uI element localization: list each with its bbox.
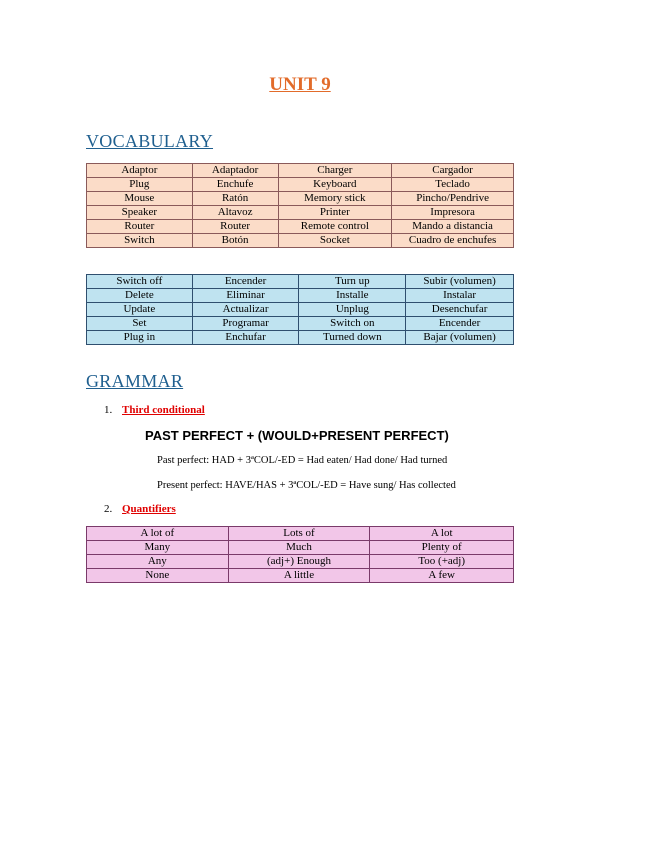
item-number: 2. xyxy=(104,503,113,515)
quantifiers-item xyxy=(104,503,176,515)
quantifiers-table xyxy=(86,526,514,583)
past-perfect-line: Past perfect: HAD + 3ªCOL/-ED = Had eaten/ Had done/ Had turned xyxy=(157,455,448,466)
table-row xyxy=(87,303,514,317)
table-cell: Cuadro de enchufes xyxy=(392,234,514,248)
table-cell: Mouse xyxy=(87,192,193,206)
quantifiers-label: Quantifiers xyxy=(122,503,176,515)
table-cell: Actualizar xyxy=(192,303,299,317)
table-cell: Switch on xyxy=(299,317,406,331)
table-cell: Encender xyxy=(406,317,514,331)
table-cell: Cargador xyxy=(392,164,514,178)
table-cell: Too (+adj) xyxy=(370,555,514,569)
table-cell: Installe xyxy=(299,289,406,303)
table-cell: Router xyxy=(192,220,278,234)
table-cell: Enchufe xyxy=(192,178,278,192)
table-cell: Speaker xyxy=(87,206,193,220)
table-cell: A little xyxy=(228,569,370,583)
table-row xyxy=(87,220,514,234)
table-row xyxy=(87,569,514,583)
table-cell: Plug xyxy=(87,178,193,192)
vocabulary-table-1 xyxy=(86,163,514,248)
item-number: 1. xyxy=(104,404,113,416)
table-cell: Plenty of xyxy=(370,541,514,555)
third-conditional-label: Third conditional xyxy=(122,404,205,416)
table-cell: Subir (volumen) xyxy=(406,275,514,289)
table-row xyxy=(87,527,514,541)
table-cell: Much xyxy=(228,541,370,555)
table-row xyxy=(87,289,514,303)
table-cell: Remote control xyxy=(278,220,392,234)
table-cell: Programar xyxy=(192,317,299,331)
table-cell: Lots of xyxy=(228,527,370,541)
table-cell: Desenchufar xyxy=(406,303,514,317)
table-cell: Pincho/Pendrive xyxy=(392,192,514,206)
table-cell: Turned down xyxy=(299,331,406,345)
table-cell: (adj+) Enough xyxy=(228,555,370,569)
table-cell: Mando a distancia xyxy=(392,220,514,234)
table-row xyxy=(87,331,514,345)
third-conditional-item xyxy=(104,404,205,416)
table-row xyxy=(87,234,514,248)
table-row xyxy=(87,164,514,178)
table-cell: Many xyxy=(87,541,229,555)
table-cell: Switch xyxy=(87,234,193,248)
table-cell: Delete xyxy=(87,289,193,303)
conditional-formula: PAST PERFECT + (WOULD+PRESENT PERFECT) xyxy=(145,428,449,443)
table-cell: Adaptor xyxy=(87,164,193,178)
table-cell: Botón xyxy=(192,234,278,248)
table-cell: Socket xyxy=(278,234,392,248)
table-cell: Unplug xyxy=(299,303,406,317)
table-cell: Set xyxy=(87,317,193,331)
table-cell: Adaptador xyxy=(192,164,278,178)
table-cell: Keyboard xyxy=(278,178,392,192)
table-row xyxy=(87,317,514,331)
table-cell: Router xyxy=(87,220,193,234)
table-cell: Charger xyxy=(278,164,392,178)
table-cell: Update xyxy=(87,303,193,317)
table-row xyxy=(87,192,514,206)
table-cell: None xyxy=(87,569,229,583)
table-cell: Printer xyxy=(278,206,392,220)
table-cell: Switch off xyxy=(87,275,193,289)
table-cell: Altavoz xyxy=(192,206,278,220)
table-cell: Eliminar xyxy=(192,289,299,303)
vocabulary-heading: VOCABULARY xyxy=(86,131,214,151)
table-cell: Bajar (volumen) xyxy=(406,331,514,345)
table-row xyxy=(87,178,514,192)
present-perfect-line: Present perfect: HAVE/HAS + 3ªCOL/-ED = Have sung/ Has collected xyxy=(157,480,456,491)
page-title: UNIT 9 xyxy=(269,74,331,95)
table-cell: Instalar xyxy=(406,289,514,303)
table-cell: Ratón xyxy=(192,192,278,206)
table-cell: Enchufar xyxy=(192,331,299,345)
table-row xyxy=(87,206,514,220)
table-cell: Plug in xyxy=(87,331,193,345)
grammar-heading: GRAMMAR xyxy=(86,371,184,391)
table-row xyxy=(87,275,514,289)
vocabulary-table-2 xyxy=(86,274,514,345)
table-cell: A lot xyxy=(370,527,514,541)
table-cell: A lot of xyxy=(87,527,229,541)
table-cell: Any xyxy=(87,555,229,569)
table-row xyxy=(87,541,514,555)
table-cell: Impresora xyxy=(392,206,514,220)
table-cell: Encender xyxy=(192,275,299,289)
table-cell: Memory stick xyxy=(278,192,392,206)
table-cell: Teclado xyxy=(392,178,514,192)
table-cell: A few xyxy=(370,569,514,583)
table-cell: Turn up xyxy=(299,275,406,289)
table-row xyxy=(87,555,514,569)
